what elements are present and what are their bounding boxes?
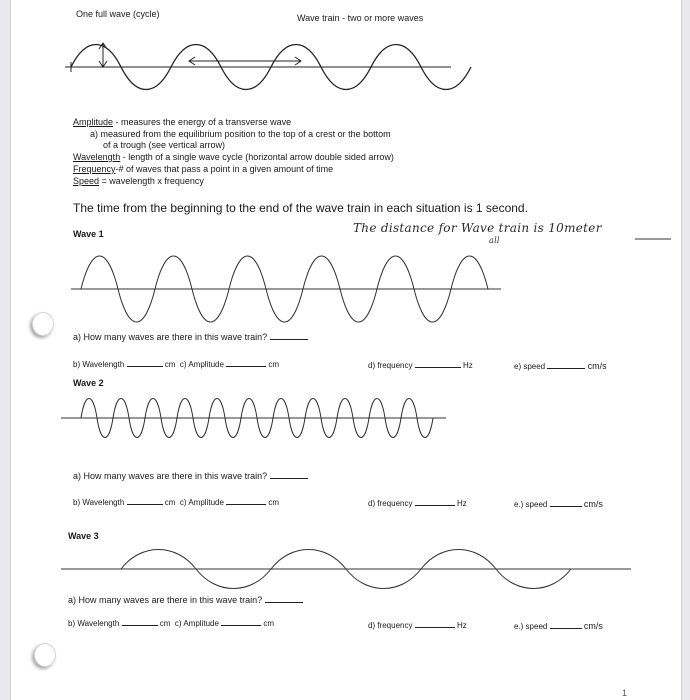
wave3-answers-row: b) Wavelength cm c) Amplitude cm [68, 619, 275, 628]
handwritten-note: The distance for Wave train is 10meter [353, 221, 602, 235]
wave2-count-question: a) How many waves are there in this wave train? [73, 470, 308, 481]
wave3-frequency-blank[interactable] [415, 619, 455, 628]
wave2-count-blank[interactable] [270, 470, 308, 479]
wave3-amplitude-blank[interactable] [221, 617, 261, 626]
wavelength-definition: Wavelength - length of a single wave cycle (horizontal arrow double sided arrow) [73, 152, 394, 162]
wave1-count-question: a) How many waves are there in this wave train? [73, 331, 308, 342]
amplitude-note-a2: of a trough (see vertical arrow) [103, 140, 226, 150]
wave2-title: Wave 2 [73, 378, 104, 388]
wave1-frequency-blank[interactable] [415, 359, 461, 368]
wave1-speed: e) speed cm/s [514, 361, 607, 371]
wave2-diagram [11, 390, 681, 460]
wave3-count-question: a) How many waves are there in this wave train? [68, 594, 303, 605]
amplitude-definition: Amplitude - measures the energy of a transverse wave [73, 117, 292, 127]
wave2-speed: e.) speed cm/s [514, 499, 603, 509]
wave3-title: Wave 3 [68, 531, 99, 541]
wave1-count-blank[interactable] [270, 331, 308, 340]
wave2-wavelength-blank[interactable] [127, 496, 163, 505]
wave3-count-blank[interactable] [265, 594, 303, 603]
wave3-wavelength-blank[interactable] [122, 617, 158, 626]
wave2-answers-row: b) Wavelength cm c) Amplitude cm [73, 498, 280, 507]
wave1-diagram [11, 245, 681, 330]
intro-sentence: The time from the beginning to the end of the wave train in each situation is 1 second. [73, 201, 528, 215]
reference-wave-diagram [11, 0, 681, 110]
wave2-frequency-blank[interactable] [415, 497, 455, 506]
binder-hole-middle [32, 312, 54, 336]
wave3-speed: e.) speed cm/s [514, 621, 603, 631]
corner-mark: 1 [622, 688, 628, 698]
wave2-frequency: d) frequency Hz [368, 499, 467, 508]
speed-definition: Speed = wavelength x frequency [73, 176, 204, 186]
handwritten-note-small: all [489, 236, 500, 245]
wave3-speed-blank[interactable] [550, 620, 582, 629]
wave1-frequency: d) frequency Hz [368, 361, 473, 370]
wave2-speed-blank[interactable] [550, 498, 582, 507]
frequency-definition: Frequency-# of waves that pass a point in a given amount of time [73, 164, 334, 174]
cycle-label: One full wave (cycle) [76, 9, 160, 19]
wave2-amplitude-blank[interactable] [226, 496, 266, 505]
wave3-frequency: d) frequency Hz [368, 621, 467, 630]
worksheet-page [10, 0, 682, 700]
wave1-wavelength-blank[interactable] [127, 358, 163, 367]
wave1-answers-row: b) Wavelength cm c) Amplitude cm [73, 360, 280, 369]
binder-hole-bottom [34, 643, 56, 667]
amplitude-note-a: a) measured from the equilibrium position to the top of a crest or the bottom [90, 129, 391, 139]
wave1-amplitude-blank[interactable] [226, 358, 266, 367]
wave1-title: Wave 1 [73, 229, 104, 239]
wave3-diagram [11, 545, 681, 595]
train-label: Wave train - two or more waves [297, 13, 424, 23]
wave1-speed-blank[interactable] [547, 360, 585, 369]
